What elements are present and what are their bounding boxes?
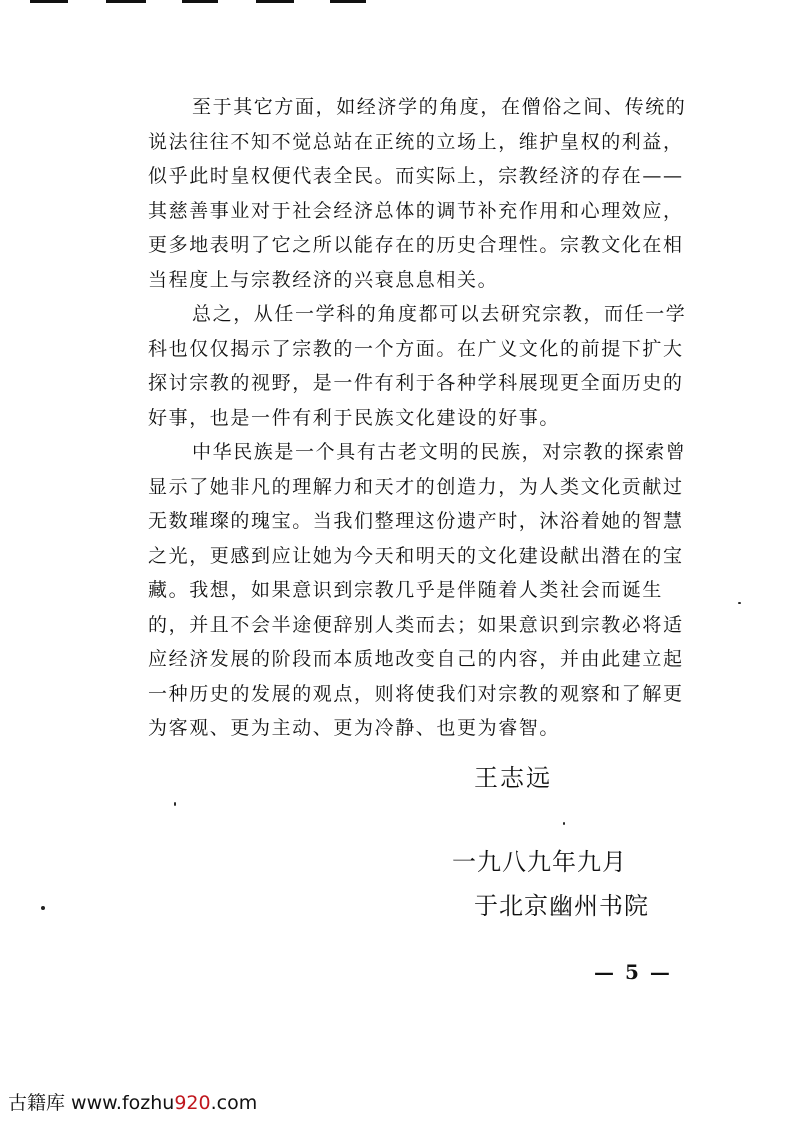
paragraph-line: 无数璀璨的瑰宝。当我们整理这份遗产时，沐浴着她的智慧 (148, 510, 684, 532)
watermark-prefix: 古籍库 www.fozhu (8, 1092, 175, 1114)
top-scan-marks (30, 0, 370, 4)
paragraph-line: 其慈善事业对于社会经济总体的调节补充作用和心理效应， (148, 199, 684, 222)
paragraph-line: 更多地表明了它之所以能存在的历史合理性。宗教文化在相 (148, 234, 684, 256)
site-watermark (8, 1088, 257, 1115)
paragraph-line: 一种历史的发展的观点，则将使我们对宗教的观察和了解更 (148, 682, 684, 705)
paragraph-line: 的，并且不会半途便辞别人类而去；如果意识到宗教必将适 (148, 613, 684, 636)
signature-place: 于北京幽州书院 (474, 892, 649, 920)
paragraph-line: 中华民族是一个具有古老文明的民族，对宗教的探索曾 (192, 441, 687, 463)
paragraph-line: 总之，从任一学科的角度都可以去研究宗教，而任一学 (192, 303, 687, 325)
paragraph-line: 为客观、更为主动、更为冷静、也更为睿智。 (148, 717, 561, 739)
paragraph-line: 至于其它方面，如经济学的角度，在僧俗之间、传统的 (192, 96, 687, 118)
page-number: — 5 — (594, 960, 672, 984)
scan-speck (41, 906, 45, 910)
paragraph-line: 应经济发展的阶段而本质地改变自己的内容，并由此建立起 (148, 648, 684, 670)
scan-speck (738, 602, 741, 604)
paragraph-line: 藏。我想，如果意识到宗教几乎是伴随着人类社会而诞生 (148, 579, 664, 601)
watermark-suffix: .com (210, 1092, 258, 1114)
paragraph-line: 好事，也是一件有利于民族文化建设的好事。 (148, 406, 561, 429)
paragraph-line: 之光，更感到应让她为今天和明天的文化建设献出潜在的宝 (148, 544, 684, 567)
paragraph-line: 似乎此时皇权便代表全民。而实际上，宗教经济的存在—— (148, 165, 684, 187)
paragraph-line: 探讨宗教的视野，是一件有利于各种学科展现更全面历史的 (148, 372, 684, 394)
paragraph-line: 显示了她非凡的理解力和天才的创造力，为人类文化贡献过 (148, 475, 684, 498)
signature-date: 一九八九年九月 (452, 848, 627, 876)
paragraph-1 (148, 90, 708, 297)
scan-speck (563, 822, 565, 825)
watermark-accent: 920 (174, 1092, 211, 1114)
scan-speck (174, 802, 176, 806)
body-text (148, 90, 708, 746)
paragraph-line: 当程度上与宗教经济的兴衰息息相关。 (148, 268, 499, 291)
paragraph-line: 科也仅仅揭示了宗教的一个方面。在广义文化的前提下扩大 (148, 337, 684, 360)
paragraph-line: 说法往往不知不觉总站在正统的立场上，维护皇权的利益， (148, 130, 684, 153)
paragraph-3 (148, 435, 708, 746)
paragraph-2 (148, 297, 708, 435)
author-signature: 王志远 (474, 764, 552, 792)
